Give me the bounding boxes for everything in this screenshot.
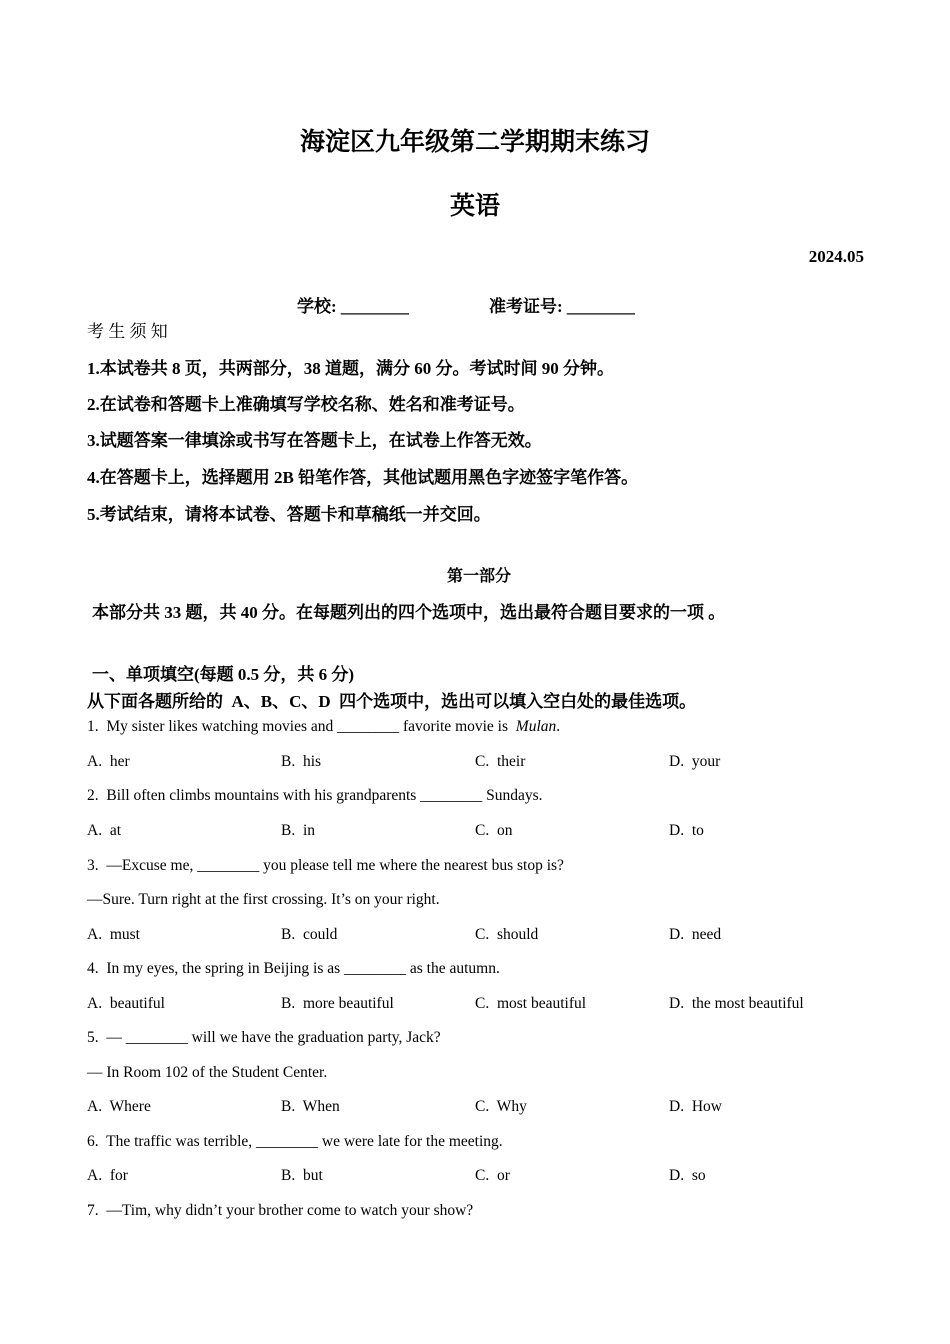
notice-item: 3.试题答案一律填涂或书写在答题卡上，在试卷上作答无效。 [87, 431, 542, 450]
option-d: D. need [669, 926, 722, 943]
section-title: 一、单项填空(每题 0.5 分，共 6 分) [92, 665, 355, 684]
notice-item: 4.在答题卡上，选择题用 2B 铅笔作答，其他试题用黑色字迹签字笔作答。 [87, 468, 639, 487]
option-d: D. the most beautiful [669, 995, 804, 1012]
option-b: B. in [281, 822, 316, 839]
question-1-stem [87, 717, 560, 737]
option-d: D. How [669, 1098, 722, 1115]
option-b: B. but [281, 1167, 323, 1184]
option-c: C. on [475, 822, 513, 839]
stem-text: 1. My sister likes watching movies and ________ favorite movie is [87, 718, 516, 735]
option-a: A. Where [87, 1098, 151, 1115]
option-c: C. Why [475, 1098, 527, 1115]
exam-title: 海淀区九年级第二学期期末练习 [299, 129, 650, 156]
part-title: 第一部分 [447, 568, 512, 585]
question-5-reply: — In Room 102 of the Student Center. [87, 1064, 328, 1081]
question-4-stem: 4. In my eyes, the spring in Beijing is as ________ as the autumn. [87, 960, 500, 977]
option-c: C. or [475, 1167, 510, 1184]
notice-title: 考 生 须 知 [87, 322, 168, 341]
option-c: C. their [475, 753, 526, 770]
option-a: A. her [87, 753, 130, 770]
option-c: C. most beautiful [475, 995, 587, 1012]
question-3-stem: 3. —Excuse me, ________ you please tell me where the nearest bus stop is? [87, 857, 564, 874]
stem-italic: Mulan [515, 718, 557, 735]
notice-item: 1.本试卷共 8 页，共两部分，38 道题，满分 60 分。考试时间 90 分钟。 [87, 359, 614, 378]
notice-item: 2.在试卷和答题卡上准确填写学校名称、姓名和准考证号。 [87, 395, 525, 414]
question-7-stem: 7. —Tim, why didn’t your brother come to watch your show? [87, 1202, 474, 1219]
option-a: A. at [87, 822, 122, 839]
option-b: B. could [281, 926, 338, 943]
part-description: 本部分共 33 题，共 40 分。在每题列出的四个选项中，选出最符合题目要求的一项 。 [92, 603, 726, 622]
subject-title: 英语 [449, 193, 500, 220]
question-3-reply: —Sure. Turn right at the first crossing. It’s on your right. [87, 891, 440, 908]
option-b: B. When [281, 1098, 340, 1115]
option-b: B. his [281, 753, 322, 770]
option-c: C. should [475, 926, 539, 943]
option-a: A. must [87, 926, 140, 943]
exam-date: 2024.05 [808, 247, 864, 266]
school-field: 学校: ________ [297, 297, 409, 316]
notice-item: 5.考试结束，请将本试卷、答题卡和草稿纸一并交回。 [87, 505, 491, 524]
option-d: D. your [669, 753, 721, 770]
stem-tail: . [556, 718, 561, 735]
option-b: B. more beautiful [281, 995, 394, 1012]
question-6-stem: 6. The traffic was terrible, ________ we were late for the meeting. [87, 1133, 503, 1150]
option-d: D. so [669, 1167, 706, 1184]
option-a: A. for [87, 1167, 128, 1184]
section-instructions: 从下面各题所给的 A、B、C、D 四个选项中，选出可以填入空白处的最佳选项。 [87, 692, 697, 711]
option-d: D. to [669, 822, 704, 839]
question-5-stem: 5. — ________ will we have the graduation party, Jack? [87, 1029, 441, 1046]
question-2-stem: 2. Bill often climbs mountains with his grandparents ________ Sundays. [87, 787, 543, 804]
option-a: A. beautiful [87, 995, 165, 1012]
id-field: 准考证号: ________ [489, 297, 635, 316]
